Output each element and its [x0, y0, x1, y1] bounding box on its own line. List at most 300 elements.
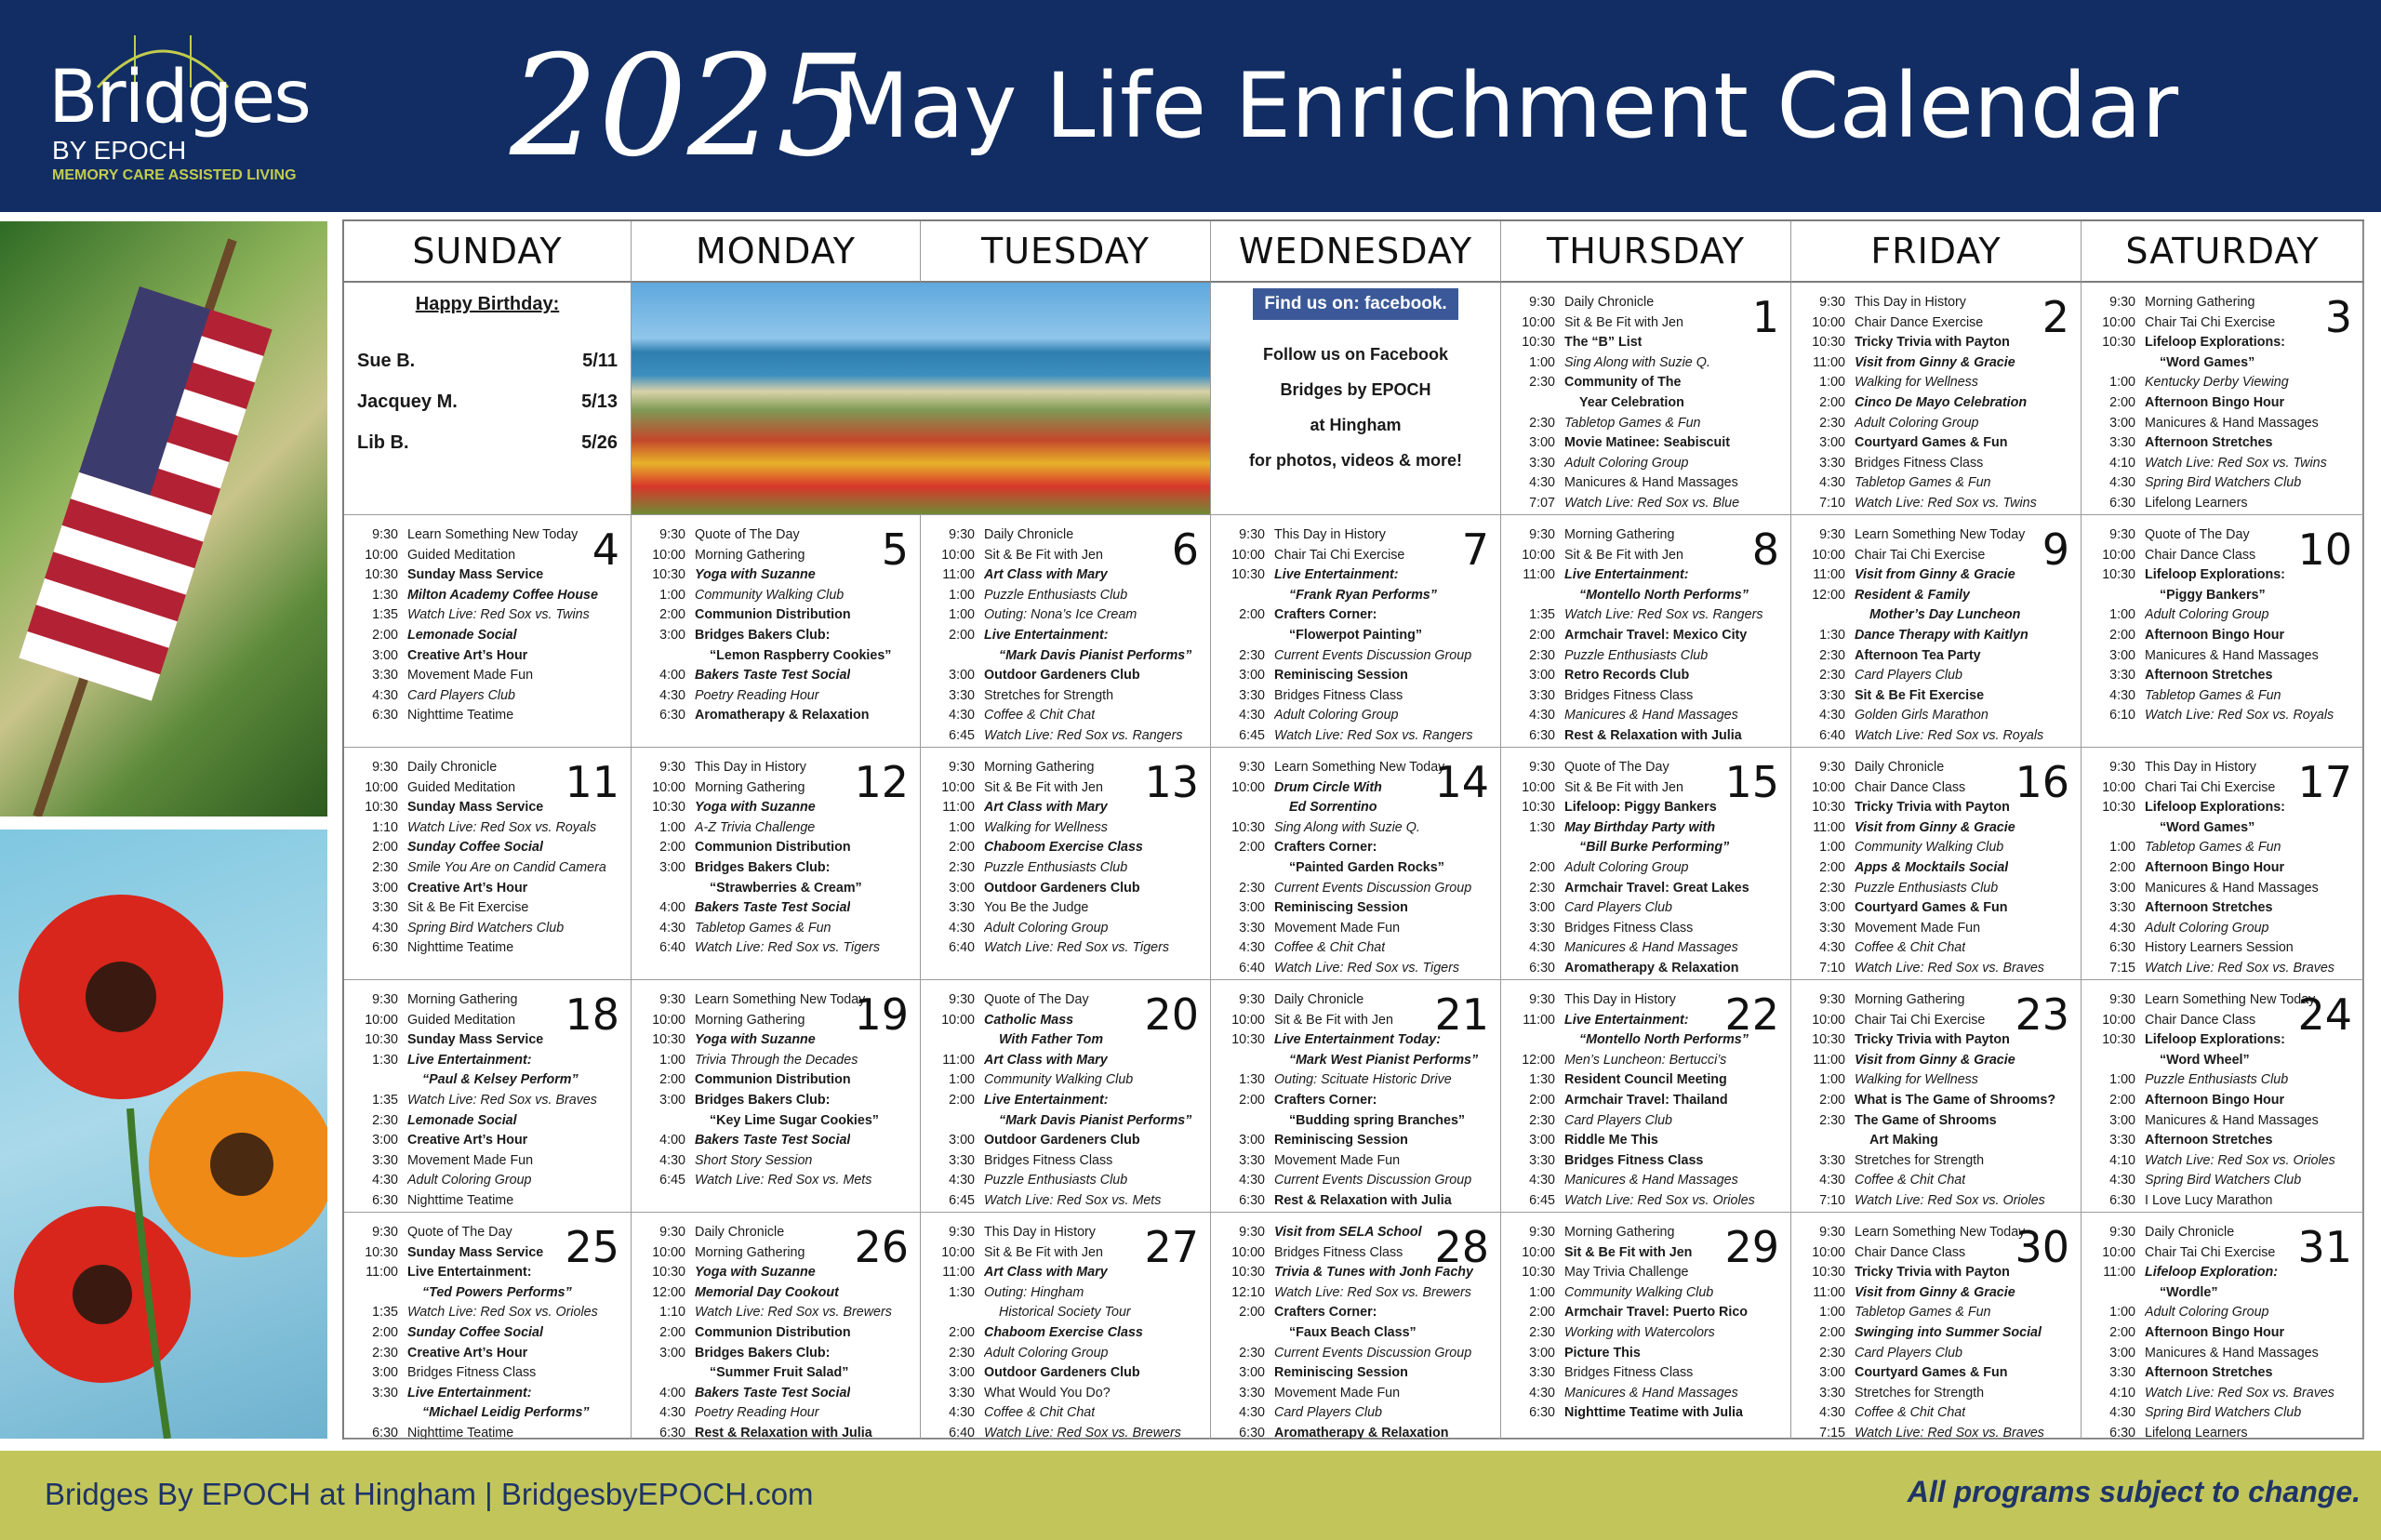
- event-name: Sit & Be Fit with Jen: [984, 779, 1103, 795]
- event-name: Spring Bird Watchers Club: [2145, 475, 2302, 491]
- event-time: 4:30: [659, 1405, 685, 1421]
- event-time: 4:10: [2109, 1152, 2135, 1168]
- event-time: 6:40: [1819, 727, 1845, 743]
- event-time: 2:30: [372, 1112, 398, 1128]
- event-name: Walking for Wellness: [1855, 1072, 1978, 1088]
- event-name: A-Z Trivia Challenge: [695, 819, 816, 835]
- birthday-date: 5/26: [581, 432, 618, 453]
- event-row: [2085, 1384, 2360, 1404]
- event-name: Mother’s Day Luncheon: [1869, 607, 2021, 623]
- event-time: 9:30: [2109, 295, 2135, 310]
- event-time: 4:00: [659, 1385, 685, 1401]
- event-name: Watch Live: Red Sox vs. Tigers: [984, 940, 1170, 956]
- event-name: Tricky Trivia with Payton: [1855, 1032, 2010, 1048]
- event-row: [1215, 1403, 1496, 1424]
- event-row: [1795, 1070, 2077, 1091]
- event-row: [2085, 605, 2360, 626]
- event-time: 1:00: [1819, 840, 1845, 856]
- event-time: 1:00: [1819, 1072, 1845, 1088]
- event-row: [635, 1363, 916, 1384]
- event-name: Creative Art’s Hour: [407, 1345, 528, 1361]
- event-time: [635, 1111, 695, 1132]
- event-time: 3:00: [1529, 900, 1555, 916]
- event-name: Watch Live: Red Sox vs. Rangers: [1274, 727, 1473, 743]
- event-time: 11:00: [942, 567, 975, 583]
- event-time: 4:30: [2109, 920, 2135, 936]
- event-time: 10:00: [941, 1244, 975, 1260]
- event-time: 9:30: [1239, 527, 1265, 542]
- event-row: [1795, 646, 2077, 667]
- event-row: [924, 706, 1206, 726]
- event-row: [2085, 1191, 2360, 1212]
- event-row: [1215, 1051, 1496, 1071]
- event-time: 9:30: [1529, 527, 1555, 542]
- event-row: [924, 565, 1206, 586]
- birthday-date: 5/13: [581, 392, 618, 412]
- event-time: [1215, 626, 1274, 646]
- event-row: [1215, 706, 1496, 726]
- event-time: 4:30: [1819, 940, 1845, 956]
- event-row: [2085, 646, 2360, 667]
- event-name: Watch Live: Red Sox vs. Royals: [407, 819, 597, 835]
- event-time: 10:30: [1231, 819, 1265, 835]
- event-name: Watch Live: Red Sox vs. Tigers: [695, 940, 881, 956]
- event-time: 10:30: [1522, 1265, 1555, 1281]
- event-time: 3:30: [372, 900, 398, 916]
- day-number: 5: [881, 524, 909, 575]
- event-name: Rest & Relaxation with Julia: [1564, 727, 1742, 743]
- event-name: Morning Gathering: [984, 760, 1095, 775]
- event-name: Outing: Hingham: [984, 1284, 1084, 1300]
- event-row: [348, 879, 627, 899]
- event-row: [2085, 1070, 2360, 1091]
- event-time: [1505, 393, 1564, 414]
- event-row: [348, 1051, 627, 1071]
- event-name: Art Class with Mary: [984, 567, 1108, 583]
- event-name: Nighttime Teatime: [407, 940, 514, 956]
- event-time: 12:00: [1812, 587, 1845, 603]
- event-row: [1215, 1191, 1496, 1212]
- event-row: [1505, 1363, 1787, 1384]
- event-name: “Word Games”: [2160, 354, 2255, 370]
- event-row: [924, 626, 1206, 646]
- event-time: 3:00: [1239, 1133, 1265, 1148]
- event-row: [348, 1323, 627, 1344]
- event-row: [1795, 1111, 2077, 1132]
- event-name: Coffee & Chit Chat: [984, 1405, 1096, 1421]
- event-time: 4:30: [949, 708, 975, 724]
- event-row: [1795, 879, 2077, 899]
- event-name: Daily Chronicle: [695, 1225, 785, 1240]
- event-row: [1795, 818, 2077, 839]
- event-row: [2085, 959, 2360, 979]
- event-time: 9:30: [1239, 992, 1265, 1007]
- day-cell-2: [1791, 283, 2082, 515]
- event-row: [1215, 546, 1496, 566]
- event-time: 3:00: [372, 1365, 398, 1381]
- event-time: 10:00: [2102, 1012, 2135, 1028]
- event-name: Watch Live: Red Sox vs. Mets: [984, 1192, 1162, 1208]
- event-row: [2085, 938, 2360, 959]
- event-row: [1215, 1283, 1496, 1304]
- event-row: [348, 586, 627, 606]
- event-name: With Father Tom: [999, 1032, 1104, 1048]
- event-time: 10:00: [2102, 547, 2135, 563]
- event-name: Courtyard Games & Fun: [1855, 900, 2008, 916]
- event-time: 2:00: [659, 1072, 685, 1088]
- event-name: Crafters Corner:: [1274, 1092, 1377, 1108]
- event-row: [635, 525, 916, 546]
- event-time: 1:00: [659, 819, 685, 835]
- event-time: 3:00: [2109, 880, 2135, 896]
- event-time: 3:30: [949, 1385, 975, 1401]
- event-name: Yoga with Suzanne: [695, 1032, 816, 1048]
- event-time: 2:00: [1819, 394, 1845, 410]
- event-row: [1215, 898, 1496, 919]
- event-name: Card Players Club: [1564, 900, 1673, 916]
- event-row: [1215, 938, 1496, 959]
- event-name: Memorial Day Cookout: [695, 1284, 839, 1300]
- event-name: Tabletop Games & Fun: [1855, 1305, 1991, 1321]
- event-name: Tabletop Games & Fun: [1855, 475, 1991, 491]
- event-name: Tricky Trivia with Payton: [1855, 335, 2010, 351]
- event-name: “Michael Leidig Performs”: [422, 1405, 590, 1421]
- event-time: 3:30: [1239, 1385, 1265, 1401]
- event-time: 3:30: [1239, 687, 1265, 703]
- event-row: [1505, 1091, 1787, 1111]
- event-time: 2:00: [1239, 1092, 1265, 1108]
- event-name: “Mark Davis Pianist Performs”: [999, 1112, 1192, 1128]
- event-name: Chair Tai Chi Exercise: [1274, 547, 1405, 563]
- event-name: Guided Meditation: [407, 1012, 516, 1028]
- event-time: 3:00: [372, 880, 398, 896]
- event-time: 6:30: [2109, 495, 2135, 511]
- event-row: [924, 818, 1206, 839]
- day-cell-5: [632, 515, 921, 748]
- day-number: 31: [2297, 1222, 2352, 1272]
- event-name: Manicures & Hand Massages: [2145, 1345, 2319, 1361]
- event-time: 2:30: [1819, 880, 1845, 896]
- day-number: 22: [1724, 989, 1779, 1040]
- event-row: [1795, 1424, 2077, 1440]
- event-row: [1505, 494, 1787, 514]
- event-row: [1795, 293, 2077, 313]
- event-name: Bridges Fitness Class: [1564, 1365, 1694, 1381]
- event-row: [2085, 313, 2360, 334]
- day-cell-16: [1791, 748, 2082, 980]
- event-time: 1:00: [1529, 1284, 1555, 1300]
- event-time: 10:00: [652, 1244, 685, 1260]
- event-time: 2:00: [949, 1092, 975, 1108]
- event-row: [635, 1384, 916, 1404]
- event-time: 2:30: [1239, 1345, 1265, 1361]
- day-cell-27: [921, 1213, 1211, 1440]
- event-time: [348, 1403, 407, 1424]
- event-time: 3:30: [1239, 1152, 1265, 1168]
- event-row: [1215, 605, 1496, 626]
- event-time: 9:30: [372, 527, 398, 542]
- event-row: [348, 1344, 627, 1364]
- event-time: 9:30: [1529, 1225, 1555, 1240]
- event-row: [2085, 454, 2360, 474]
- event-time: [2085, 818, 2145, 839]
- event-time: 11:00: [942, 1265, 975, 1281]
- event-name: Chair Dance Exercise: [1855, 314, 1984, 330]
- event-name: Afternoon Bingo Hour: [2145, 1324, 2285, 1340]
- event-row: [1505, 1051, 1787, 1071]
- event-name: “Ted Powers Performs”: [422, 1284, 572, 1300]
- event-time: 2:30: [949, 859, 975, 875]
- event-name: Morning Gathering: [407, 992, 518, 1007]
- event-name: Movement Made Fun: [1274, 920, 1401, 936]
- event-row: [1215, 626, 1496, 646]
- event-time: 2:00: [1239, 607, 1265, 623]
- event-name: Card Players Club: [1855, 668, 1963, 684]
- event-name: Aromatherapy & Relaxation: [695, 708, 870, 724]
- event-time: 3:00: [949, 1365, 975, 1381]
- event-time: 11:00: [942, 1052, 975, 1068]
- facebook-promo-line: for photos, videos & more!: [1248, 451, 1463, 470]
- event-name: “Paul & Kelsey Perform”: [422, 1072, 579, 1088]
- event-row: [348, 706, 627, 726]
- event-name: Trivia Through the Decades: [695, 1052, 858, 1068]
- day-cell-24: [2082, 980, 2364, 1213]
- event-time: [635, 879, 695, 899]
- event-time: 4:30: [949, 1173, 975, 1188]
- event-time: 2:00: [1239, 1305, 1265, 1321]
- day-number: 13: [1144, 757, 1199, 807]
- event-row: [924, 1384, 1206, 1404]
- event-name: Bridges Fitness Class: [984, 1152, 1113, 1168]
- event-name: Chaboom Exercise Class: [984, 1324, 1143, 1340]
- event-time: 3:00: [372, 647, 398, 663]
- event-time: 4:10: [2109, 1385, 2135, 1401]
- event-name: Visit from Ginny & Gracie: [1855, 354, 2015, 370]
- event-time: 1:00: [949, 819, 975, 835]
- event-row: [1505, 333, 1787, 353]
- event-row: [635, 646, 916, 667]
- event-row: [924, 838, 1206, 858]
- event-time: 2:00: [1529, 859, 1555, 875]
- facebook-promo: [1211, 283, 1501, 515]
- event-row: [635, 666, 916, 686]
- event-row: [1505, 433, 1787, 454]
- event-name: Bridges Fitness Class: [1564, 920, 1694, 936]
- event-name: Outing: Scituate Historic Drive: [1274, 1072, 1452, 1088]
- event-time: 4:30: [2109, 1405, 2135, 1421]
- event-row: [924, 525, 1206, 546]
- event-row: [635, 858, 916, 879]
- facebook-promo-line: Follow us on Facebook: [1262, 345, 1448, 364]
- event-name: Poetry Reading Hour: [695, 1405, 819, 1421]
- event-name: Chair Dance Class: [2145, 547, 2256, 563]
- event-name: Stretches for Strength: [984, 687, 1114, 703]
- event-time: 4:30: [1819, 475, 1845, 491]
- event-name: Lifeloop Explorations:: [2145, 335, 2285, 351]
- event-name: May Trivia Challenge: [1564, 1265, 1689, 1281]
- event-time: 3:00: [949, 1133, 975, 1148]
- day-cell-11: [344, 748, 632, 980]
- event-name: Adult Coloring Group: [1564, 859, 1689, 875]
- day-number: 8: [1751, 524, 1779, 575]
- event-time: 2:00: [1529, 627, 1555, 643]
- event-time: 2:30: [1819, 1345, 1845, 1361]
- event-time: 10:00: [1812, 547, 1845, 563]
- event-time: 4:30: [1529, 1385, 1555, 1401]
- event-name: Sit & Be Fit with Jen: [1274, 1012, 1393, 1028]
- day-cell-23: [1791, 980, 2082, 1213]
- event-row: [924, 938, 1206, 959]
- event-name: Bridges Fitness Class: [407, 1365, 537, 1381]
- birthday-name: Jacquey M.: [357, 392, 458, 412]
- event-time: 11:00: [1813, 819, 1845, 835]
- event-name: Watch Live: Red Sox vs. Braves: [2145, 1385, 2334, 1401]
- event-name: Communion Distribution: [695, 607, 851, 623]
- event-time: 9:30: [372, 992, 398, 1007]
- event-time: 6:30: [372, 1192, 398, 1208]
- event-row: [1215, 1323, 1496, 1344]
- event-row: [635, 586, 916, 606]
- event-row: [635, 1131, 916, 1151]
- event-row: [1215, 666, 1496, 686]
- event-row: [924, 546, 1206, 566]
- event-time: 1:00: [659, 587, 685, 603]
- logo-by-epoch: BY EPOCH: [52, 136, 187, 165]
- event-time: 3:00: [659, 1092, 685, 1108]
- event-time: 2:30: [372, 1345, 398, 1361]
- event-time: [1215, 798, 1274, 818]
- event-time: 4:30: [659, 920, 685, 936]
- event-time: 4:30: [1529, 940, 1555, 956]
- event-row: [635, 938, 916, 959]
- event-time: 3:30: [2109, 1133, 2135, 1148]
- event-name: Watch Live: Red Sox vs. Twins: [2145, 455, 2327, 471]
- event-time: 9:30: [1239, 1225, 1265, 1240]
- event-time: 3:30: [949, 1152, 975, 1168]
- facebook-icon: Find us on: facebook.: [1253, 288, 1457, 320]
- event-row: [1505, 706, 1787, 726]
- event-row: [1795, 726, 2077, 747]
- event-name: This Day in History: [2145, 760, 2256, 775]
- event-row: [924, 1363, 1206, 1384]
- event-row: [1505, 666, 1787, 686]
- event-name: Morning Gathering: [2145, 295, 2255, 310]
- event-time: 10:00: [1522, 779, 1555, 795]
- event-row: [1505, 1171, 1787, 1191]
- event-row: [2085, 293, 2360, 313]
- event-row: [1795, 525, 2077, 546]
- event-name: Creative Art’s Hour: [407, 880, 528, 896]
- event-row: [1505, 525, 1787, 546]
- event-time: 1:00: [659, 1052, 685, 1068]
- event-row: [1795, 1171, 2077, 1191]
- event-row: [1505, 646, 1787, 667]
- event-row: [635, 1171, 916, 1191]
- event-row: [635, 818, 916, 839]
- day-cell-6: [921, 515, 1211, 748]
- event-name: Sit & Be Fit Exercise: [407, 900, 529, 916]
- event-time: 6:30: [1239, 1425, 1265, 1440]
- event-row: [2085, 919, 2360, 939]
- event-name: The “B” List: [1564, 335, 1643, 351]
- event-time: 2:30: [1819, 647, 1845, 663]
- event-time: 3:30: [1529, 1365, 1555, 1381]
- event-time: 9:30: [1529, 295, 1555, 310]
- event-time: 7:07: [1529, 495, 1555, 511]
- event-name: Short Story Session: [695, 1152, 813, 1168]
- event-row: [1215, 959, 1496, 979]
- event-time: 9:30: [2109, 992, 2135, 1007]
- event-time: 4:10: [2109, 455, 2135, 471]
- event-time: 10:30: [652, 1265, 685, 1281]
- event-name: Armchair Travel: Mexico City: [1564, 627, 1748, 643]
- event-name: Stretches for Strength: [1855, 1385, 1985, 1401]
- event-time: 10:30: [652, 800, 685, 816]
- event-row: [1505, 373, 1787, 393]
- event-name: Learn Something New Today: [2145, 992, 2316, 1007]
- event-time: 1:00: [1819, 1305, 1845, 1321]
- event-name: Resident & Family: [1855, 587, 1970, 603]
- event-row: [348, 1191, 627, 1212]
- event-time: 4:30: [2109, 475, 2135, 491]
- event-name: Puzzle Enthusiasts Club: [984, 859, 1128, 875]
- event-row: [924, 1424, 1206, 1440]
- event-name: Learn Something New Today: [407, 527, 579, 542]
- event-name: Manicures & Hand Massages: [2145, 647, 2319, 663]
- event-name: Picture This: [1564, 1345, 1641, 1361]
- event-name: Manicures & Hand Massages: [1564, 1173, 1738, 1188]
- event-name: Nighttime Teatime: [407, 708, 514, 724]
- day-cell-12: [632, 748, 921, 980]
- facebook-promo-line: at Hingham: [1310, 416, 1402, 434]
- day-number: 29: [1724, 1222, 1779, 1272]
- event-name: Manicures & Hand Massages: [1564, 940, 1738, 956]
- event-row: [1505, 1303, 1787, 1323]
- event-row: [1215, 858, 1496, 879]
- event-name: Daily Chronicle: [1855, 760, 1945, 775]
- event-time: 1:00: [949, 1072, 975, 1088]
- event-time: 6:30: [1239, 1192, 1265, 1208]
- event-time: 3:00: [1819, 900, 1845, 916]
- event-time: 3:30: [372, 1385, 398, 1401]
- event-row: [1215, 1111, 1496, 1132]
- event-row: [635, 1323, 916, 1344]
- event-name: Watch Live: Red Sox vs. Orioles: [2145, 1152, 2335, 1168]
- event-name: Sing Along with Suzie Q.: [1274, 819, 1420, 835]
- event-name: Visit from Ginny & Gracie: [1855, 819, 2015, 835]
- event-row: [1215, 1131, 1496, 1151]
- event-time: 4:30: [949, 1405, 975, 1421]
- day-cell-9: [1791, 515, 2082, 748]
- event-row: [1795, 938, 2077, 959]
- event-name: Sit & Be Fit with Jen: [1564, 779, 1683, 795]
- event-row: [1505, 546, 1787, 566]
- event-time: 2:30: [1529, 880, 1555, 896]
- event-time: 2:00: [659, 607, 685, 623]
- event-name: Courtyard Games & Fun: [1855, 435, 2008, 451]
- event-time: 4:30: [2109, 1173, 2135, 1188]
- event-time: 3:00: [659, 1345, 685, 1361]
- day-number: 17: [2297, 757, 2352, 807]
- day-cell-14: [1211, 748, 1501, 980]
- event-name: Manicures & Hand Massages: [1564, 475, 1738, 491]
- calendar-grid: [342, 219, 2364, 1440]
- event-time: 1:30: [1529, 1072, 1555, 1088]
- event-row: [348, 1384, 627, 1404]
- event-row: [1795, 393, 2077, 414]
- event-name: “Summer Fruit Salad”: [710, 1365, 849, 1381]
- event-name: Tabletop Games & Fun: [1564, 415, 1701, 431]
